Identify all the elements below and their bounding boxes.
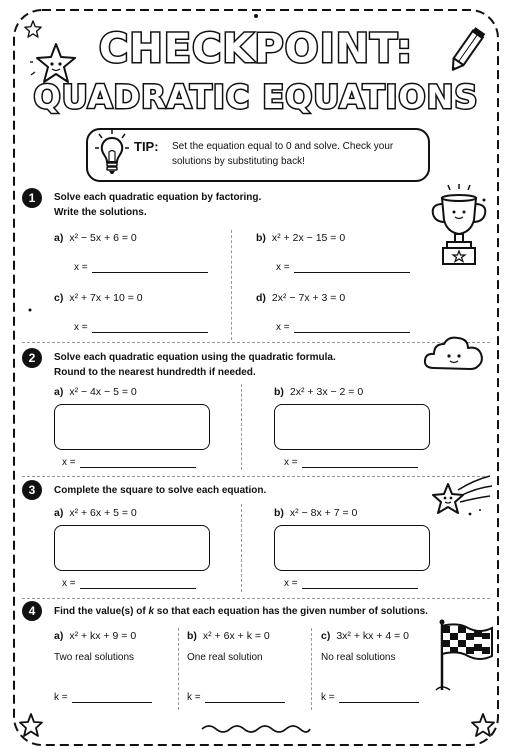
answer-line[interactable]	[205, 692, 285, 703]
section-separator	[22, 598, 490, 599]
problem-4a	[54, 630, 136, 642]
problem-letter: c)	[321, 630, 331, 642]
problem-letter: b)	[274, 386, 284, 398]
lightbulb-icon	[94, 128, 130, 180]
section-3-instruction	[54, 483, 266, 498]
tip-label: TIP:	[134, 139, 159, 154]
answer-3b[interactable]	[284, 578, 418, 589]
problem-equation: x² + 6x + 5 = 0	[69, 507, 137, 519]
problem-equation: x² + 6x + k = 0	[202, 630, 270, 642]
answer-label: x =	[284, 578, 298, 589]
problem-4c	[321, 630, 409, 642]
problem-letter: a)	[54, 507, 64, 519]
section-4-divider-1	[178, 628, 179, 710]
shooting-star-icon	[430, 474, 494, 522]
problem-letter: b)	[256, 232, 266, 244]
cloud-icon	[422, 334, 486, 374]
answer-line[interactable]	[339, 692, 419, 703]
problem-letter: a)	[54, 232, 64, 244]
problem-2a	[54, 386, 137, 398]
section-2-instruction-line1: Solve each quadratic equation using the quadratic formula.	[54, 352, 336, 363]
bottom-left-star-icon	[18, 712, 44, 738]
answer-label: x =	[62, 578, 76, 589]
problem-equation: 3x² + kx + 4 = 0	[336, 630, 410, 642]
answer-label: x =	[74, 322, 88, 333]
condition-4a: Two real solutions	[54, 652, 135, 663]
answer-label: x =	[276, 322, 290, 333]
problem-4b	[187, 630, 270, 642]
tip-box	[86, 128, 430, 182]
section-3-number: 3	[22, 480, 42, 500]
section-1-instruction-line2: Write the solutions.	[54, 207, 147, 218]
problem-3a	[54, 507, 137, 519]
trophy-icon	[428, 184, 490, 268]
section-4-instruction-prefix: Find the value(s) of	[54, 606, 149, 617]
problem-letter: a)	[54, 386, 64, 398]
section-separator	[22, 342, 490, 343]
answer-1c[interactable]	[74, 322, 208, 333]
section-4-instruction-suffix: so that each equation has the given number of solutions.	[154, 606, 428, 617]
page-title: CHECKPOINT:	[98, 26, 414, 72]
answer-line[interactable]	[80, 457, 196, 468]
problem-equation: x² + 2x − 15 = 0	[271, 232, 346, 244]
answer-line[interactable]	[72, 692, 152, 703]
section-separator	[22, 476, 490, 477]
problem-letter: b)	[187, 630, 197, 642]
section-4-number: 4	[22, 601, 42, 621]
problem-1c	[54, 292, 143, 304]
answer-label: x =	[74, 262, 88, 273]
problem-equation: 2x² − 7x + 3 = 0	[271, 292, 346, 304]
problem-2b	[274, 386, 363, 398]
answer-2b[interactable]	[284, 457, 418, 468]
answer-1a[interactable]	[74, 262, 208, 273]
answer-label: x =	[276, 262, 290, 273]
section-2-instruction-line2: Round to the nearest hundredth if needed.	[54, 367, 256, 378]
section-1-instruction-line1: Solve each quadratic equation by factoring.	[54, 192, 262, 203]
answer-label: k =	[54, 692, 68, 703]
answer-line[interactable]	[302, 578, 418, 589]
answer-4b[interactable]	[187, 692, 285, 703]
checkered-flag-icon	[434, 618, 496, 692]
answer-1b[interactable]	[276, 262, 410, 273]
work-box-2a[interactable]	[54, 404, 210, 450]
answer-label: k =	[321, 692, 335, 703]
problem-3b	[274, 507, 357, 519]
bottom-right-star-icon	[470, 712, 496, 738]
condition-4b: One real solution	[187, 652, 263, 663]
answer-line[interactable]	[294, 322, 410, 333]
answer-4a[interactable]	[54, 692, 152, 703]
problem-equation: x² − 4x − 5 = 0	[69, 386, 137, 398]
answer-4c[interactable]	[321, 692, 419, 703]
answer-line[interactable]	[92, 262, 208, 273]
answer-line[interactable]	[92, 322, 208, 333]
problem-letter: c)	[54, 292, 64, 304]
answer-3a[interactable]	[62, 578, 196, 589]
section-4-instruction-var: k	[148, 606, 155, 617]
problem-equation: x² + kx + 9 = 0	[69, 630, 137, 642]
problem-equation: 2x² + 3x − 2 = 0	[289, 386, 364, 398]
section-1-instruction	[54, 190, 261, 220]
section-2-instruction	[54, 350, 336, 380]
section-3-instruction-line1: Complete the square to solve each equation.	[54, 485, 267, 496]
problem-letter: a)	[54, 630, 64, 642]
page-subtitle: QUADRATIC EQUATIONS	[33, 78, 479, 116]
answer-line[interactable]	[294, 262, 410, 273]
answer-label: k =	[187, 692, 201, 703]
problem-letter: b)	[274, 507, 284, 519]
condition-4c: No real solutions	[321, 652, 396, 663]
section-2-divider	[241, 384, 242, 470]
answer-label: x =	[284, 457, 298, 468]
answer-line[interactable]	[80, 578, 196, 589]
problem-1d	[256, 292, 345, 304]
answer-2a[interactable]	[62, 457, 196, 468]
wavy-line-icon	[200, 722, 312, 736]
work-box-3a[interactable]	[54, 525, 210, 571]
tip-text: Set the equation equal to 0 and solve. Check your solutions by substituting back!	[172, 141, 394, 167]
section-2-number: 2	[22, 348, 42, 368]
section-4-instruction	[54, 604, 428, 619]
answer-1d[interactable]	[276, 322, 410, 333]
problem-letter: d)	[256, 292, 266, 304]
work-box-2b[interactable]	[274, 404, 430, 450]
problem-equation: x² − 5x + 6 = 0	[69, 232, 137, 244]
problem-equation: x² + 7x + 10 = 0	[69, 292, 143, 304]
section-1-number: 1	[22, 188, 42, 208]
answer-label: x =	[62, 457, 76, 468]
problem-equation: x² − 8x + 7 = 0	[289, 507, 358, 519]
section-4-divider-2	[311, 628, 312, 710]
section-1-divider	[231, 230, 232, 340]
section-3-divider	[241, 504, 242, 592]
problem-1b	[256, 232, 345, 244]
work-box-3b[interactable]	[274, 525, 430, 571]
answer-line[interactable]	[302, 457, 418, 468]
problem-1a	[54, 232, 137, 244]
